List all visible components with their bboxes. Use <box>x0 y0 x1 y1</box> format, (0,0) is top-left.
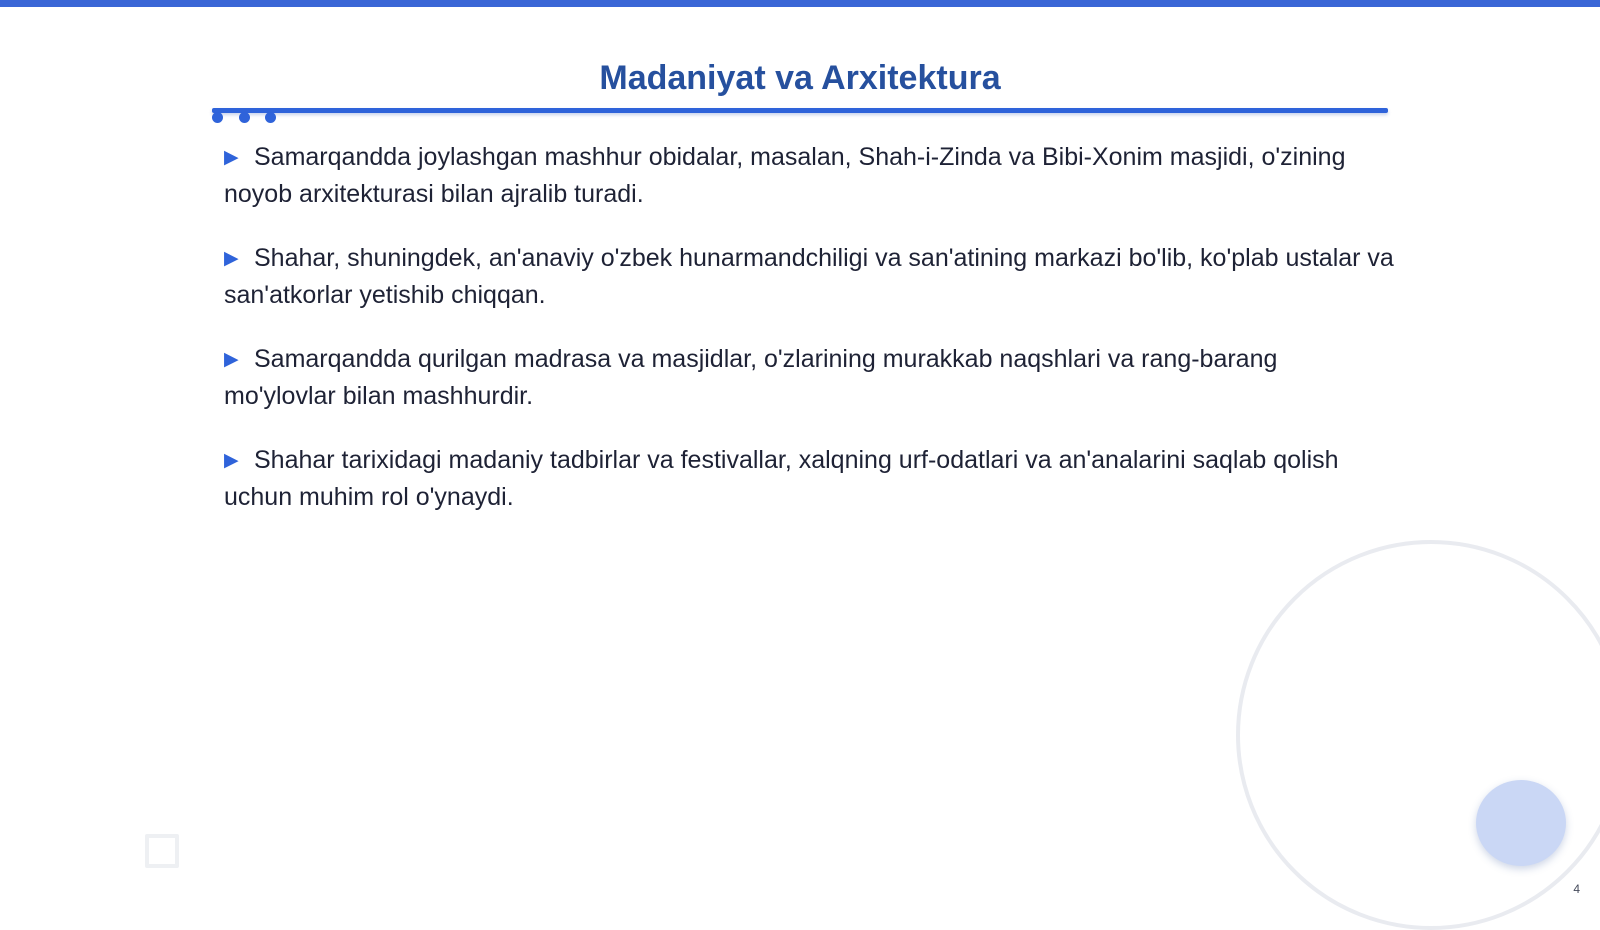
bullet-list <box>224 139 1394 543</box>
bullet-text: Shahar, shuningdek, an'anaviy o'zbek hunarmandchiligi va san'atining markazi bo'lib, ko'plab ustalar va san'atkorlar yetishib chiqqan. <box>224 244 1394 309</box>
slide-title: Madaniyat va Arxitektura <box>599 59 1001 97</box>
bullet-item <box>224 341 1394 414</box>
bullet-arrow-icon: ▶ <box>224 248 239 269</box>
bullet-item <box>224 442 1394 515</box>
decorative-dot <box>239 112 250 123</box>
page-number: 4 <box>1573 882 1580 896</box>
bullet-item <box>224 240 1394 313</box>
bullet-text: Samarqandda joylashgan mashhur obidalar, masalan, Shah-i-Zinda va Bibi-Xonim masjidi, o'zining noyob arxitekturasi bilan ajralib turadi. <box>224 143 1346 208</box>
bullet-arrow-icon: ▶ <box>224 147 239 168</box>
bullet-arrow-icon: ▶ <box>224 349 239 370</box>
bullet-text: Samarqandda qurilgan madrasa va masjidlar, o'zlarining murakkab naqshlari va rang-barang mo'ylovlar bilan mashhurdir. <box>224 345 1278 410</box>
title-underline <box>212 108 1388 113</box>
bullet-arrow-icon: ▶ <box>224 450 239 471</box>
bullet-text: Shahar tarixidagi madaniy tadbirlar va festivallar, xalqning urf-odatlari va an'analarini saqlab qolish uchun muhim rol o'ynaydi. <box>224 446 1339 511</box>
decorative-ring <box>1236 540 1600 930</box>
decorative-dot <box>265 112 276 123</box>
decorative-circle <box>1476 780 1566 866</box>
decorative-dot <box>212 112 223 123</box>
decorative-square <box>145 834 179 868</box>
bullet-item <box>224 139 1394 212</box>
top-accent-bar <box>0 0 1600 7</box>
